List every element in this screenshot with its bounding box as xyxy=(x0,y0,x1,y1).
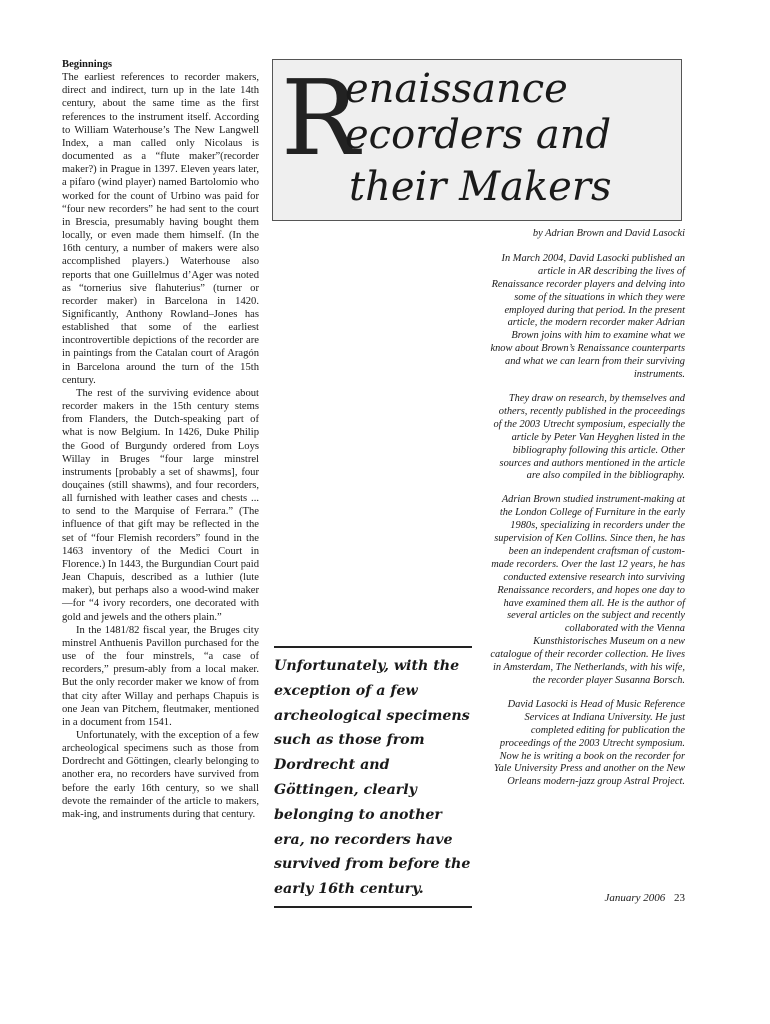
title-line-1: enaissance xyxy=(345,66,568,112)
title-dropcap: R xyxy=(281,59,360,179)
sidebar-column xyxy=(490,228,685,789)
article-body-column xyxy=(62,58,259,821)
author-bio-lasocki: David Lasocki is Head of Music Reference Services at Indiana University. He just completed editing for publication the proceedings of the 2003 Utrecht symposium. Now he is writing a book on the recorder for Yale University Press and another on the New Orleans modern-jazz group Astral Project. xyxy=(493,698,685,788)
pull-quote: Unfortunately, with the exception of a few archeological specimens such as those from Dordrecht and Göttingen, clearly belonging to another era, no recorders have survived from before the early 16th century. xyxy=(274,646,472,908)
author-bio-brown: Adrian Brown studied instrument-making at the London College of Furniture in the early 1980s, specializing in recorders under the supervision of Ken Collins. Since then, he has been an independent craftsman of custom-made recorders. Over the last 12 years, he has conducted extensive research into surviving Renaissance recorders, and hopes one day to have examined them all. He is the author of several articles on the subject and recently collaborated with the Vienna Kunsthistorisches Museum on a new catalogue of their recorder collection. He lives in Amsterdam, The Netherlands, with his wife, the recorder player Susanna Borsch. xyxy=(490,494,685,686)
byline: by Adrian Brown and David Lasocki xyxy=(532,228,685,239)
page-number: 23 xyxy=(674,892,685,904)
title-line-2: ecorders and xyxy=(345,112,612,158)
intro-paragraph: In March 2004, David Lasocki published an article in AR describing the lives of Renaissance recorder players and delving into some of the situations in which they were employed during that period. In the present article, the modern recorder maker Adrian Brown joins with him to examine what we know about Brown’s Renaissance counterparts and what we can learn from their surviving instruments. xyxy=(490,252,685,381)
issue-date: January 2006 xyxy=(604,892,666,904)
article-paragraph: In the 1481/82 fiscal year, the Bruges city minstrel Anthuenis Pavillon purchased for the use of the four minstrels, “a case of recorders,” presum-ably from a local maker. But the only recorder maker we know of from that city after Willay and perhaps Chapuis is one Jean van Pitchem, fleutmaker, mentioned in a document from 1541. xyxy=(62,624,259,728)
page-footer xyxy=(560,892,685,904)
article-paragraph: The earliest references to recorder makers, direct and indirect, turn up in the late 14th century, about the same time as the first references to the instrument itself. According to William Waterhouse’s The New Langwell Index, a man called only Nicolaus is documented as a “flute maker”(recorder maker?) in Prague in 1397. Eleven years later, a pifaro (wind player) named Bartolomio who worked for the count of Urbino was paid for “four new recorders” he had sent to the court in Brescia, presumably having bought them locally, or even made them himself. (In the 16th century, a number of makers were also accomplished players.) Waterhouse also reports that one Guillelmus d’Ager was noted as “tornerius sive flahuterius” (turner or recorder maker) in Barcelona in 1420. Significantly, Anthony Rowland–Jones has established that some of the earliest incontrovertible depictions of the recorder are in paintings from the Catalan court of Aragón in Barcelona around the turn of the 15th century. xyxy=(62,72,259,386)
section-heading: Beginnings xyxy=(62,59,113,70)
research-paragraph: They draw on research, by themselves and others, recently published in the proceedings of the 2003 Utrecht symposium, especially the article by Peter Van Heyghen listed in the bibliography following this article. Other sources and authors mentioned in the article are also compiled in the bibliography. xyxy=(493,392,685,482)
title-line-3: their Makers xyxy=(349,164,612,210)
article-paragraph: The rest of the surviving evidence about recorder makers in the 15th century stems from Flanders, the Dutch-speaking part of what is now Belgium. In 1426, Duke Philip the Good of Burgundy ordered from Loys Willay in Bruges “four large minstrel instruments [probably a set of shawms], four douçaines (still shawms), and four recorders, all furnished with leather cases and chests ... to send to the Marquise of Ferrara.” (The influence of that gift may be reflected in the set of “four Flemish recorders” found in the 1463 inventory of the Medici Court in Florence.) In 1443, the Burgundian Court paid Jean Chapuis, described as a luthier (lute maker), but perhaps also a wood-wind maker—for “4 ivory recorders, one decorated with gold and jewels and the others plain.” xyxy=(62,387,259,623)
article-paragraph: Unfortunately, with the exception of a few archeological specimens such as those from Dordrecht and Göttingen, clearly belonging to another era, no recorders have survived from before the early 16th century, so we shall devote the remainder of the article to makers, mak-ing, and instruments during that century. xyxy=(62,729,259,820)
article-title-box xyxy=(272,59,682,221)
